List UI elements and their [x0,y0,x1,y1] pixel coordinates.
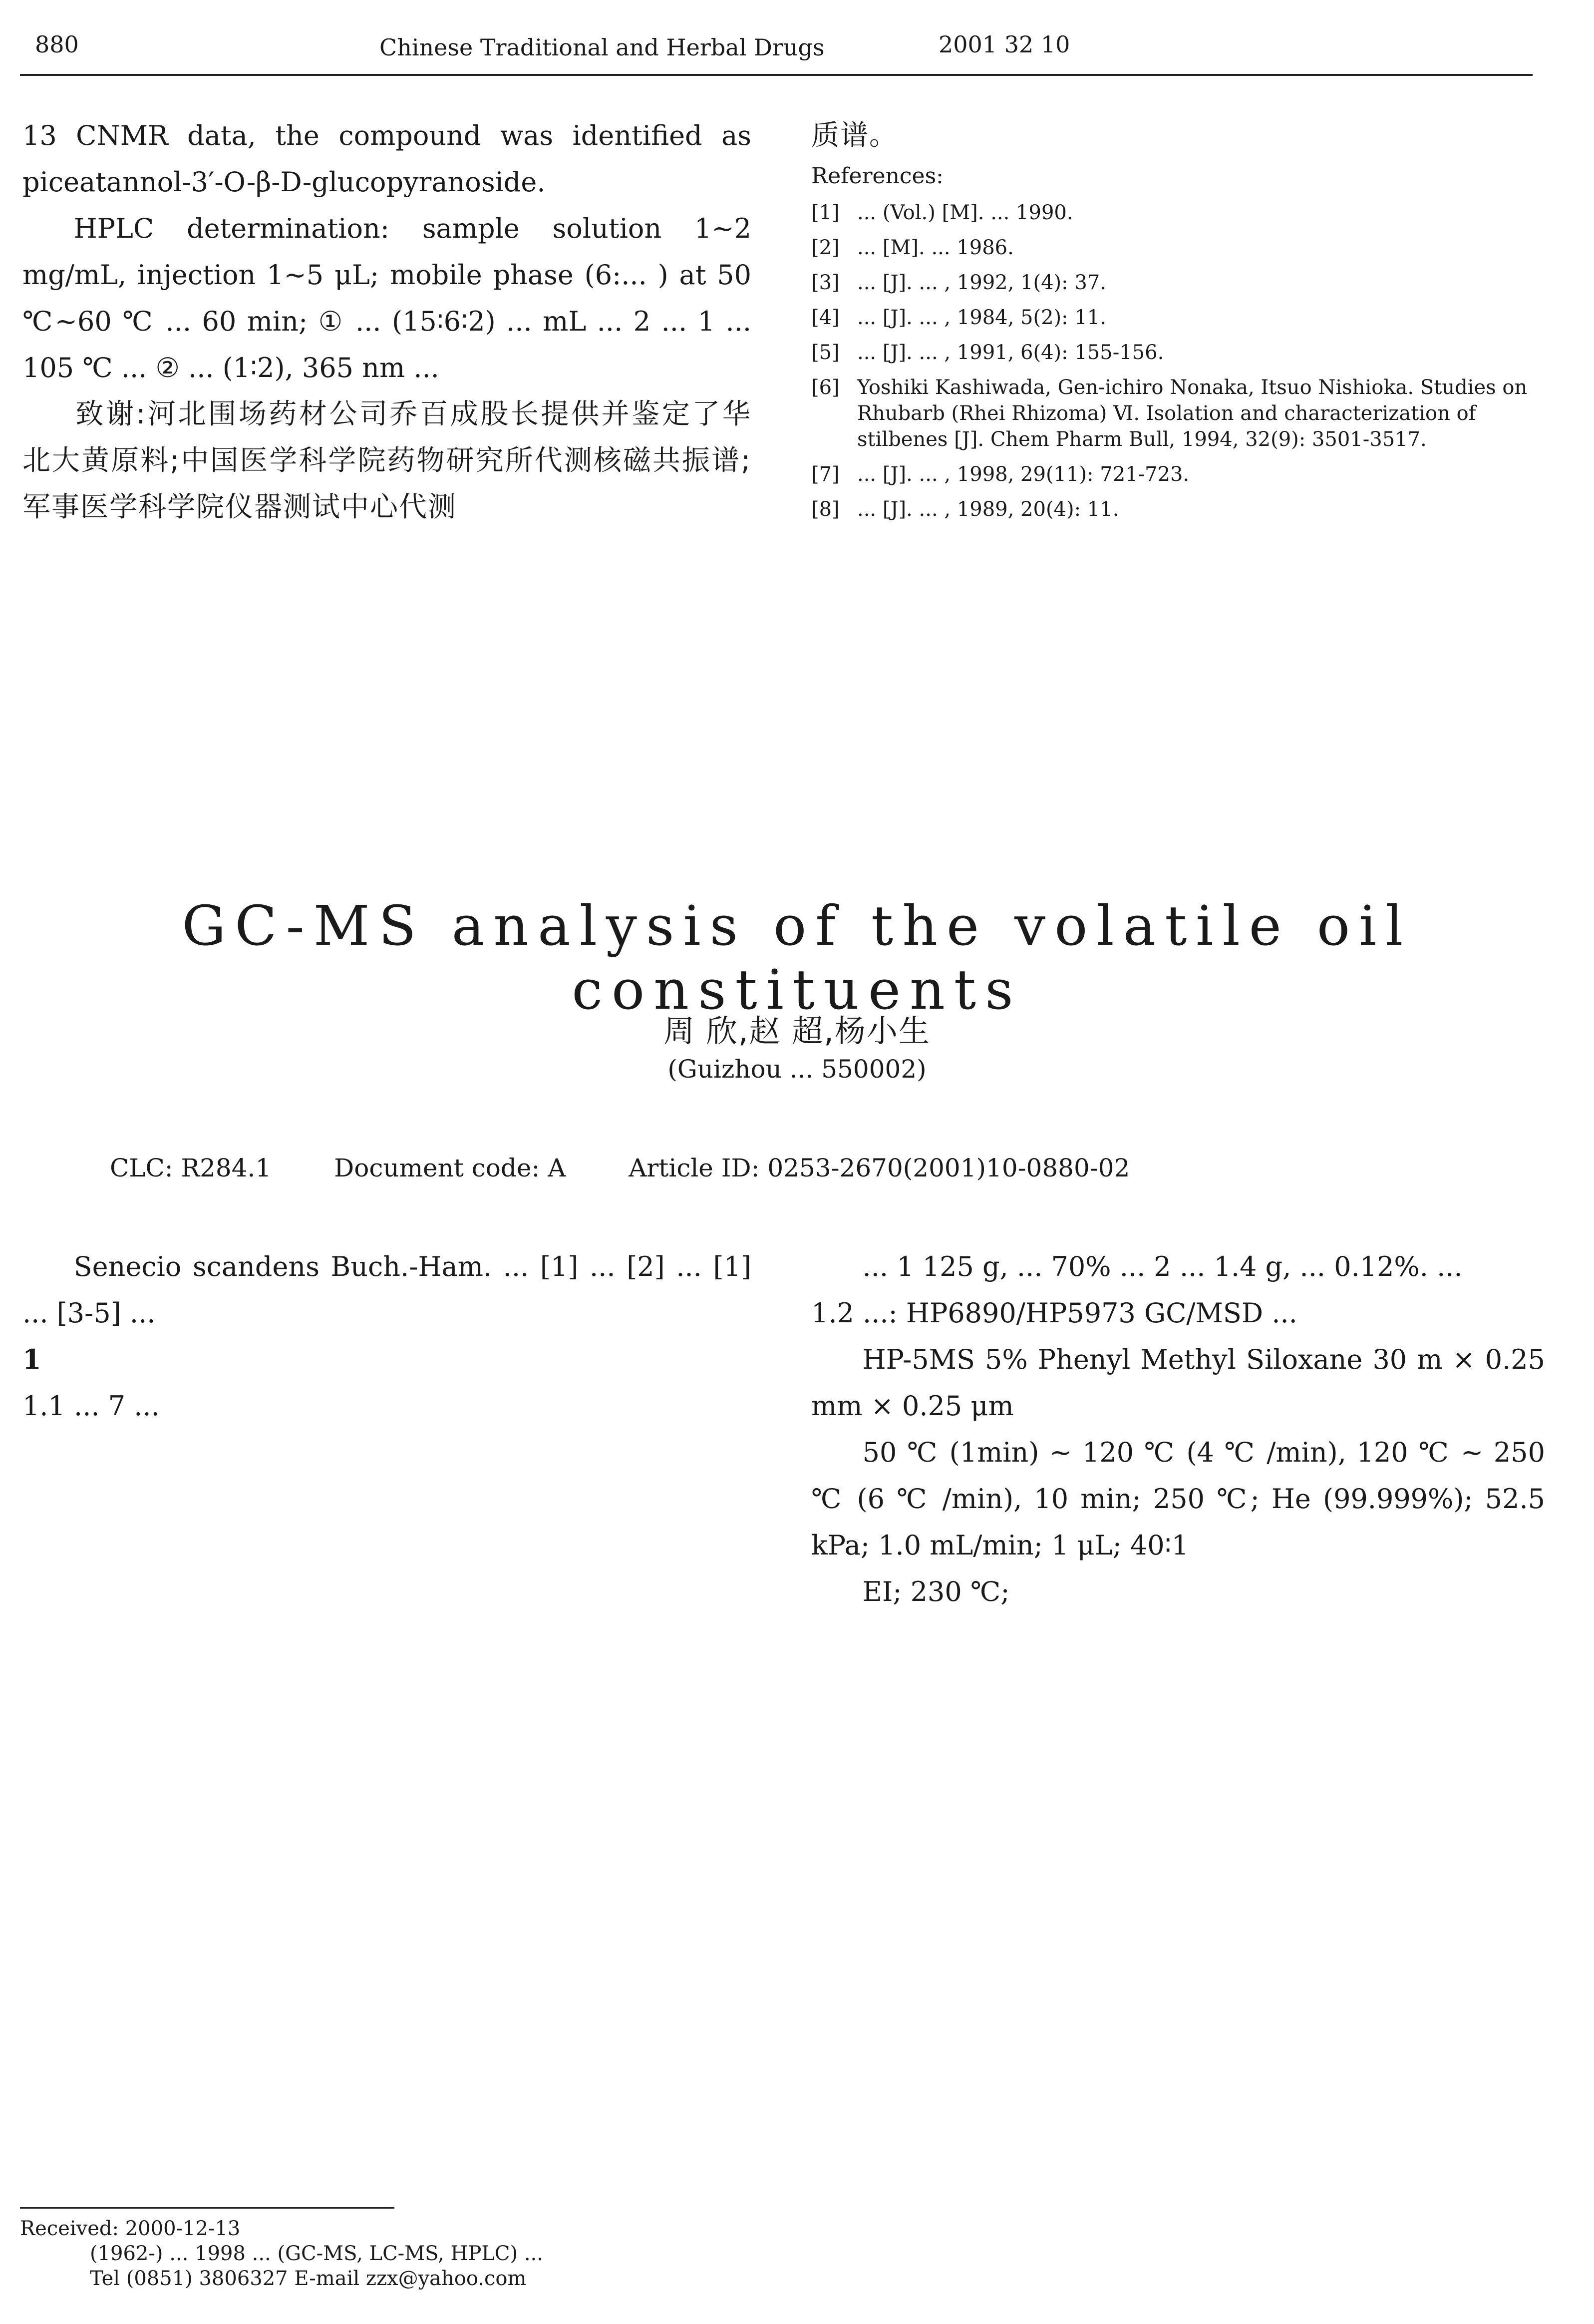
reference-item: [1] ... (Vol.) [M]. ... 1990. [811,201,1073,224]
reference-item: [3] ... [J]. ... , 1992, 1(4): 37. [811,271,1106,294]
article-authors: 周 欣,赵 超,杨小生 [663,1013,931,1049]
body-right-column [811,1243,1545,1615]
prev-nmr-paragraph: 13 CNMR data, the compound was identified as piceatannol-3′-O-β-D-glucopyranoside. [22,120,751,198]
page-number [35,31,79,58]
temperature-program: 50 ℃ (1min) ~ 120 ℃ (4 ℃ /min), 120 ℃ ~ 250 ℃ (6 ℃ /min), 10 min; 250 ℃; He (99.999%); 52.5 kPa; 1.0 mL/min; 1 μL; 40∶1 [811,1437,1545,1561]
header-rule [20,74,1533,76]
page-number-text: 880 [35,31,79,58]
intro-paragraph: Senecio scandens Buch.-Ham. ... [1] ... [2] ... [1] ... [3-5] ... [22,1251,751,1329]
prev-article-right-column [811,112,1545,194]
column-spec: HP-5MS 5% Phenyl Methyl Siloxane 30 m × 0.25 mm × 0.25 μm [811,1344,1545,1422]
prev-article-left-column [22,112,751,530]
reference-list [811,200,1543,531]
article-affiliation: (Guizhou ... 550002) [667,1055,927,1084]
reference-item: [2] ... [M]. ... 1986. [811,236,1014,259]
journal-title: Chinese Traditional and Herbal Drugs [379,34,825,61]
article-id: 0253-2670(2001)10-0880-02 [767,1154,1130,1182]
journal-issue: 2001 32 10 [939,31,1070,58]
extraction-paragraph: ... 1 125 g, ... 70% ... 2 ... 1.4 g, ... 0.12%. ... [862,1251,1463,1282]
document-code: A [548,1154,566,1182]
footnote-rule [20,2207,394,2209]
article-title: GC-MS analysis of the volatile oil constituents [182,894,1412,1022]
section-1-heading: 1 [22,1343,41,1375]
section-1-2: 1.2 ...: HP6890/HP5973 GC/MSD ... [811,1297,1297,1329]
classification-line: CLC: R284.1 Document code: A Article ID: 0253-2670(2001)10-0880-02 [110,1154,1130,1182]
received-date: Received: 2000-12-13 [20,2217,241,2240]
reference-item: [8] ... [J]. ... , 1989, 20(4): 11. [811,498,1119,521]
reference-item: [4] ... [J]. ... , 1984, 5(2): 11. [811,306,1106,329]
prev-paragraph-end: 质谱。 [811,119,898,152]
reference-item: [7] ... [J]. ... , 1998, 29(11): 721-723. [811,463,1190,486]
ms-conditions: EI; 230 ℃; [862,1576,1010,1607]
prev-hplc-paragraph: HPLC determination: sample solution 1~2 mg/mL, injection 1~5 μL; mobile phase (6:... ) at 50 ℃~60 ℃ ... 60 min; ① ... (15∶6∶2) ... mL ... 2 ... 1 ... 105 ℃ ... ② ... (1∶2), 365 nm ... [22,213,751,384]
reference-item: [6] Yoshiki Kashiwada, Gen-ichiro Nonaka, Itsuo Nishioka. Studies on Rhubarb (Rhei Rhizoma) Ⅵ. Isolation and characterization of stilbenes [J]. Chem Pharm Bull, 1994, 32(9): 3501-3517. [811,376,1528,451]
section-1-1: 1.1 ... 7 ... [22,1390,160,1422]
clc-number: R284.1 [181,1154,272,1182]
footnote [20,2216,1538,2291]
author-contact: Tel (0851) 3806327 E-mail zzx@yahoo.com [90,2267,527,2290]
acknowledgement: 致谢:河北围场药材公司乔百成股长提供并鉴定了华北大黄原料;中国医学科学院药物研究所代测核磁共振谱;军事医学科学院仪器测试中心代测 [22,398,751,523]
reference-item: [5] ... [J]. ... , 1991, 6(4): 155-156. [811,341,1164,364]
author-bio: (1962-) ... 1998 ... (GC-MS, LC-MS, HPLC) ... [90,2242,543,2265]
references-heading: References: [811,163,944,189]
body-left-column [22,1243,751,1429]
